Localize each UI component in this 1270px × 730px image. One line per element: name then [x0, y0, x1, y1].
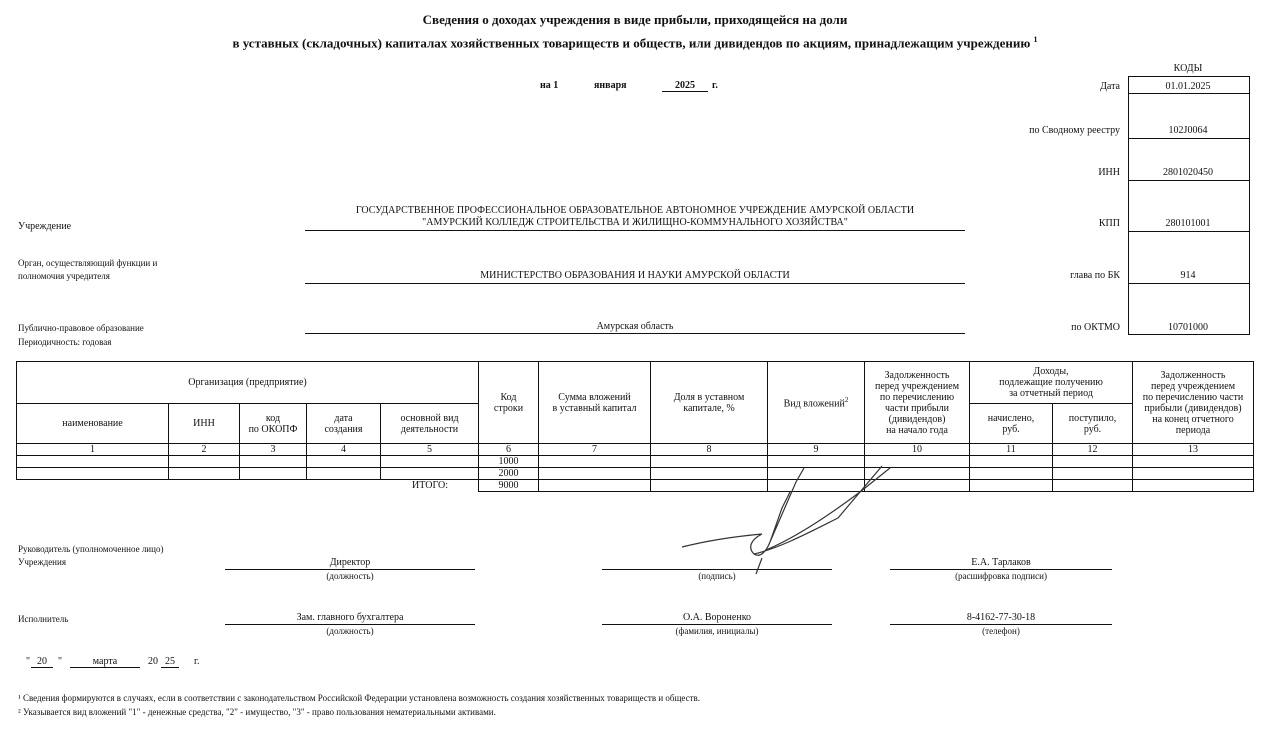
- executor-position-line: [225, 624, 475, 625]
- code-label-glava: глава по БК: [1070, 270, 1120, 281]
- founder-label-line1: Орган, осуществляющий функции и: [18, 258, 158, 268]
- date-suffix: г.: [712, 80, 718, 91]
- total-row: [17, 480, 1254, 492]
- table-cell: [970, 456, 1053, 468]
- col-number: 9: [768, 444, 865, 456]
- executor-position-caption: (должность): [326, 626, 374, 636]
- title-footnote-mark: 1: [1033, 35, 1038, 44]
- head-name: Е.А. Тарлаков: [971, 557, 1031, 568]
- col-number: 6: [479, 444, 539, 456]
- col-number: 2: [169, 444, 240, 456]
- head-name-line: [890, 569, 1112, 570]
- signature-scribble: [670, 462, 900, 592]
- income-table: [16, 361, 1254, 492]
- head-name-caption: (расшифровка подписи): [955, 571, 1047, 581]
- header-type-text: Вид вложений: [783, 398, 845, 410]
- head-position: Директор: [329, 557, 371, 568]
- executor-label: Исполнитель: [18, 614, 69, 624]
- ppo-underline: [305, 333, 965, 334]
- table-cell: [1053, 468, 1133, 480]
- sign-date-year-prefix: 20: [148, 656, 158, 667]
- col-number: 12: [1053, 444, 1133, 456]
- table-cell: [240, 456, 307, 468]
- table-cell: [1133, 468, 1254, 480]
- head-position-caption: (должность): [326, 571, 374, 581]
- sign-date-quote-close: ": [58, 656, 63, 667]
- signature-stroke: [682, 466, 890, 574]
- executor-phone: 8-4162-77-30-18: [966, 612, 1036, 623]
- code-value-oktmo: 10701000: [1168, 322, 1208, 333]
- header-inn: ИНН: [169, 404, 240, 444]
- executor-name-line: [602, 624, 832, 625]
- ppo-name: Амурская область: [596, 321, 674, 332]
- table-cell: [970, 480, 1053, 492]
- table-cell: [17, 456, 169, 468]
- col-number: 8: [651, 444, 768, 456]
- header-name: наименование: [17, 404, 169, 444]
- header-type: [768, 362, 865, 444]
- table-cell: [307, 468, 381, 480]
- col-number: 5: [381, 444, 479, 456]
- codes-header: КОДЫ: [1173, 63, 1203, 74]
- col-number: 4: [307, 444, 381, 456]
- header-debt-end: Задолженность перед учреждением по перечислению части прибыли (дивидендов) на конец отчетного периода: [1133, 362, 1254, 444]
- table-cell: [539, 456, 651, 468]
- executor-name-caption: (фамилия, инициалы): [675, 626, 759, 636]
- table-cell: [307, 456, 381, 468]
- founder-name: МИНИСТЕРСТВО ОБРАЗОВАНИЯ И НАУКИ АМУРСКОЙ ОБЛАСТИ: [480, 270, 790, 281]
- table-cell: [381, 468, 479, 480]
- table-cell: [1053, 456, 1133, 468]
- header-sum: Сумма вложений в уставный капитал: [539, 362, 651, 444]
- table-cell: [17, 468, 169, 480]
- col-number: 7: [539, 444, 651, 456]
- code-divider: [1128, 283, 1249, 284]
- code-value-date: 01.01.2025: [1165, 81, 1211, 92]
- table-cell: [169, 456, 240, 468]
- sign-date-day: 20: [31, 656, 53, 668]
- date-month: января: [594, 80, 627, 91]
- sign-date-suffix: г.: [194, 656, 200, 667]
- founder-label-line2: полномочия учредителя: [18, 271, 110, 281]
- institution-name-line2: "АМУРСКИЙ КОЛЛЕДЖ СТРОИТЕЛЬСТВА И ЖИЛИЩНО-КОММУНАЛЬНОГО ХОЗЯЙСТВА": [422, 217, 848, 228]
- code-divider: [1128, 93, 1249, 94]
- table-cell: [1133, 480, 1254, 492]
- code-label-inn: ИНН: [1098, 167, 1120, 178]
- sign-date-month: марта: [70, 656, 140, 668]
- row-code: 2000: [479, 468, 539, 480]
- sign-date-quote-open: ": [26, 656, 31, 667]
- table-row: [17, 468, 1254, 480]
- table-row: [17, 456, 1254, 468]
- code-value-kpp: 280101001: [1165, 218, 1211, 229]
- periodicity: Периодичность: годовая: [18, 337, 112, 347]
- table-cell: [169, 468, 240, 480]
- head-label-line2: Учреждения: [18, 557, 66, 567]
- date-year: 2025: [662, 80, 708, 92]
- code-divider: [1128, 231, 1249, 232]
- codes-box: [1128, 76, 1250, 335]
- code-value-registry: 102J0064: [1168, 125, 1208, 136]
- institution-label: Учреждение: [18, 221, 72, 232]
- footnote-2: ² Указывается вид вложений "1" - денежные средства, "2" - имущество, "3" - право пользования нематериальными активами.: [18, 707, 496, 717]
- header-okopf: код по ОКОПФ: [240, 404, 307, 444]
- table-cell: [539, 480, 651, 492]
- signature-caption: (подпись): [698, 571, 736, 581]
- founder-underline: [305, 283, 965, 284]
- executor-phone-caption: (телефон): [982, 626, 1020, 636]
- table-cell: [381, 456, 479, 468]
- header-type-mark: 2: [844, 396, 849, 405]
- table-cell: [240, 468, 307, 480]
- report-title-line2: [0, 35, 1270, 51]
- row-code: 1000: [479, 456, 539, 468]
- code-label-kpp: КПП: [1098, 218, 1120, 229]
- executor-name: О.А. Вороненко: [682, 612, 752, 623]
- footnote-1: ¹ Сведения формируются в случаях, если в соответствии с законодательством Российской Федерации установлена возможность создания хозяйственных товариществ и обществ.: [18, 693, 701, 703]
- col-number: 13: [1133, 444, 1254, 456]
- table-cell: [970, 468, 1053, 480]
- code-label-oktmo: по ОКТМО: [1071, 322, 1120, 333]
- code-label-registry: по Сводному реестру: [1029, 125, 1120, 136]
- institution-name-line1: ГОСУДАРСТВЕННОЕ ПРОФЕССИОНАЛЬНОЕ ОБРАЗОВАТЕЛЬНОЕ АВТОНОМНОЕ УЧРЕЖДЕНИЕ АМУРСКОЙ ОБЛАСТИ: [355, 205, 915, 216]
- col-number: 10: [865, 444, 970, 456]
- executor-phone-line: [890, 624, 1112, 625]
- header-income: Доходы, подлежащие получению за отчетный период: [970, 362, 1133, 404]
- ppo-label: Публично-правовое образование: [18, 323, 144, 333]
- head-label-line1: Руководитель (уполномоченное лицо): [18, 544, 164, 554]
- header-debt-start: Задолженность перед учреждением по перечислению части прибыли (дивидендов) на начало года: [865, 362, 970, 444]
- table-cell: [1133, 456, 1254, 468]
- total-label: ИТОГО:: [17, 480, 479, 492]
- date-prefix: на 1: [540, 80, 559, 91]
- header-code: Код строки: [479, 362, 539, 444]
- report-title-line1: Сведения о доходах учреждения в виде прибыли, приходящейся на доли: [422, 12, 848, 27]
- head-position-line: [225, 569, 475, 570]
- code-divider: [1128, 180, 1249, 181]
- col-number: 11: [970, 444, 1053, 456]
- header-organization: Организация (предприятие): [17, 362, 479, 404]
- code-value-inn: 2801020450: [1163, 167, 1213, 178]
- total-code: 9000: [479, 480, 539, 492]
- col-number: 3: [240, 444, 307, 456]
- header-share: Доля в уставном капитале, %: [651, 362, 768, 444]
- header-activity: основной вид деятельности: [381, 404, 479, 444]
- col-number: 1: [17, 444, 169, 456]
- header-received: поступило, руб.: [1053, 404, 1133, 444]
- report-title-line2-text: в уставных (складочных) капиталах хозяйственных товариществ и обществ, или дивидендов по акциям, принадлежащим учреждению: [232, 35, 1031, 51]
- table-cell: [1053, 480, 1133, 492]
- code-value-glava: 914: [1180, 270, 1196, 281]
- table-cell: [539, 468, 651, 480]
- header-created: дата создания: [307, 404, 381, 444]
- code-label-date: Дата: [1100, 81, 1120, 92]
- institution-underline: [305, 230, 965, 231]
- executor-position: Зам. главного бухгалтера: [296, 612, 404, 623]
- sign-date-year-suffix: 25: [161, 656, 179, 668]
- header-accrued: начислено, руб.: [970, 404, 1053, 444]
- code-divider: [1128, 138, 1249, 139]
